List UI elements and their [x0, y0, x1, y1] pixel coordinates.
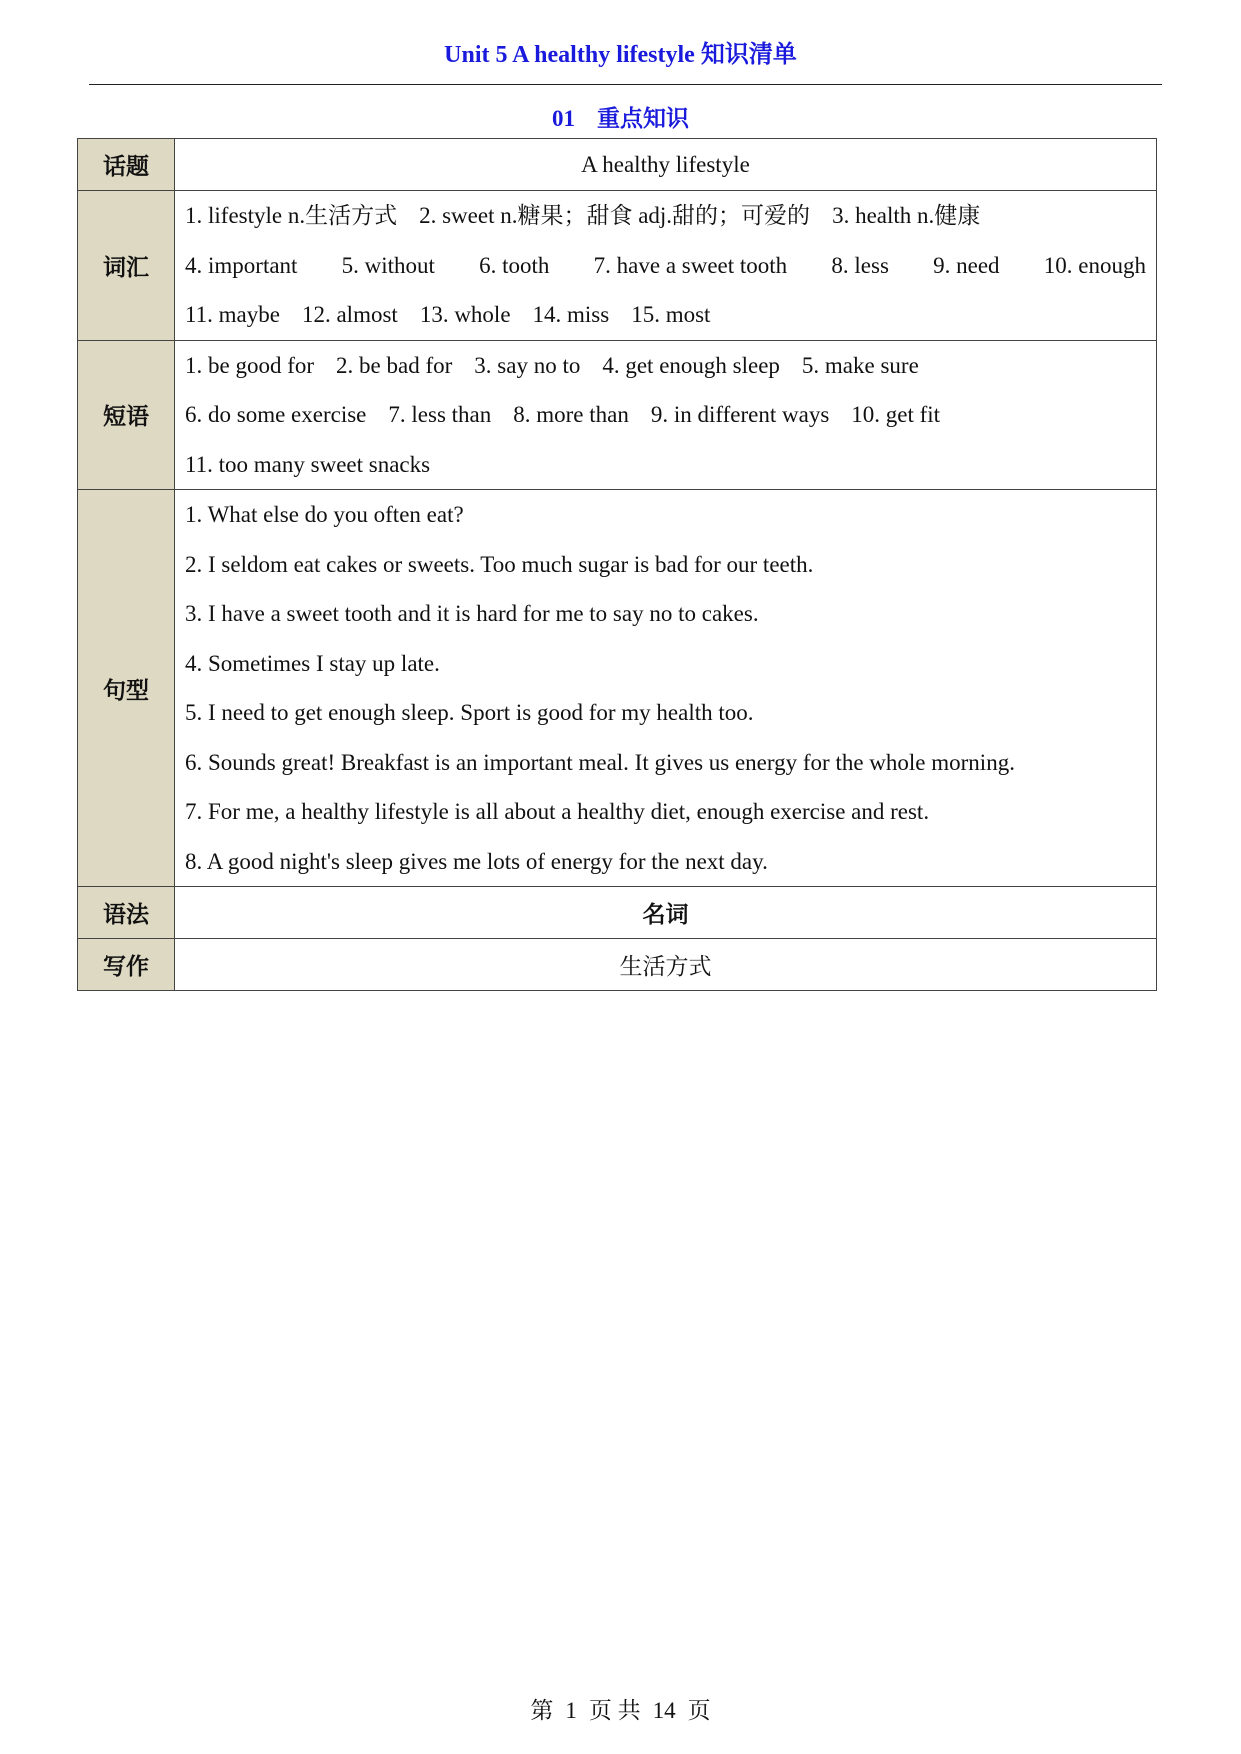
vocabulary-item: 13. whole: [419, 302, 511, 327]
table-row-topic: [78, 139, 1157, 191]
vocabulary-item: 5. without: [341, 252, 435, 278]
vocabulary-item: 6. tooth: [479, 252, 550, 278]
table-row-sentences: [78, 490, 1157, 887]
row-label-vocabulary: 词汇: [78, 191, 175, 341]
sentence-item: 3. I have a sweet tooth and it is hard for me to say no to cakes.: [185, 601, 759, 626]
vocabulary-item: 9. need: [933, 252, 1000, 278]
table-row-grammar: [78, 887, 1157, 939]
footer-prefix: 第: [530, 1698, 554, 1723]
phrase-item: 9. in different ways: [650, 402, 830, 427]
vocabulary-line: [185, 290, 1146, 340]
sentences-content: [175, 490, 1157, 887]
footer-suffix: 页: [687, 1698, 711, 1723]
sentence-item: 7. For me, a healthy lifestyle is all about a healthy diet, enough exercise and rest.: [185, 799, 930, 824]
phrase-item: 2. be bad for: [336, 352, 453, 378]
vocabulary-item: 1. lifestyle n.生活方式: [185, 203, 398, 228]
phrases-line: [185, 341, 1146, 391]
page-footer: [0, 1692, 1241, 1725]
sentence-item: 8. A good night's sleep gives me lots of energy for the next day.: [185, 848, 768, 874]
sentence-item: 4. Sometimes I stay up late.: [185, 650, 440, 676]
vocabulary-item: 14. miss: [532, 302, 610, 327]
row-label-sentences: 句型: [78, 490, 175, 887]
vocabulary-item: 10. enough: [1043, 252, 1146, 278]
sentence-item: 2. I seldom eat cakes or sweets. Too much sugar is bad for our teeth.: [185, 551, 814, 577]
section-number: 01: [552, 106, 575, 131]
phrase-item: 8. more than: [513, 402, 629, 427]
row-label-phrases: 短语: [78, 340, 175, 490]
phrase-item: 3. say no to: [474, 352, 581, 378]
phrase-item: 7. less than: [388, 402, 492, 427]
vocabulary-item: 2. sweet n.糖果；甜食 adj.甜的；可爱的: [419, 203, 811, 228]
vocabulary-item: 3. health n.健康: [832, 203, 981, 228]
phrases-line: [185, 440, 1146, 490]
vocabulary-line: [185, 241, 1146, 291]
phrases-content: [175, 340, 1157, 490]
sentence-item: 6. Sounds great! Breakfast is an important meal. It gives us energy for the whole morning.: [185, 749, 1015, 775]
phrase-item: 5. make sure: [801, 352, 919, 378]
table-row-phrases: [78, 340, 1157, 490]
vocabulary-line: [185, 191, 1146, 241]
total-page-count: 14: [652, 1698, 676, 1723]
vocabulary-item: 8. less: [831, 252, 889, 278]
phrase-item: 6. do some exercise: [185, 402, 367, 427]
phrase-item: 4. get enough sleep: [602, 352, 780, 378]
vocabulary-item: 15. most: [631, 302, 711, 327]
row-label-topic: 话题: [78, 139, 175, 191]
vocabulary-item: 7. have a sweet tooth: [593, 252, 788, 278]
section-title: 重点知识: [597, 106, 689, 131]
section-heading: [0, 100, 1241, 133]
vocabulary-item: 12. almost: [301, 302, 398, 327]
page-title: Unit 5 A healthy lifestyle 知识清单: [444, 42, 797, 68]
phrase-item: 1. be good for: [185, 352, 315, 378]
knowledge-table: [77, 138, 1157, 991]
topic-value: A healthy lifestyle: [175, 139, 1157, 191]
table-row-writing: [78, 939, 1157, 991]
vocabulary-item: 11. maybe: [185, 302, 280, 327]
title-divider: [89, 84, 1162, 85]
grammar-value: 名词: [175, 887, 1157, 939]
phrase-item: 11. too many sweet snacks: [185, 451, 431, 477]
table-row-vocabulary: [78, 191, 1157, 341]
vocabulary-content: [175, 191, 1157, 341]
current-page-number: 1: [565, 1698, 577, 1723]
footer-middle: 页 共: [588, 1698, 641, 1723]
phrase-item: 10. get fit: [851, 402, 941, 427]
row-label-writing: 写作: [78, 939, 175, 991]
row-label-grammar: 语法: [78, 887, 175, 939]
sentence-item: 5. I need to get enough sleep. Sport is good for my health too.: [185, 700, 754, 725]
sentence-item: 1. What else do you often eat?: [185, 502, 464, 527]
phrases-line: [185, 390, 1146, 440]
writing-value: 生活方式: [175, 939, 1157, 991]
vocabulary-item: 4. important: [185, 252, 298, 278]
